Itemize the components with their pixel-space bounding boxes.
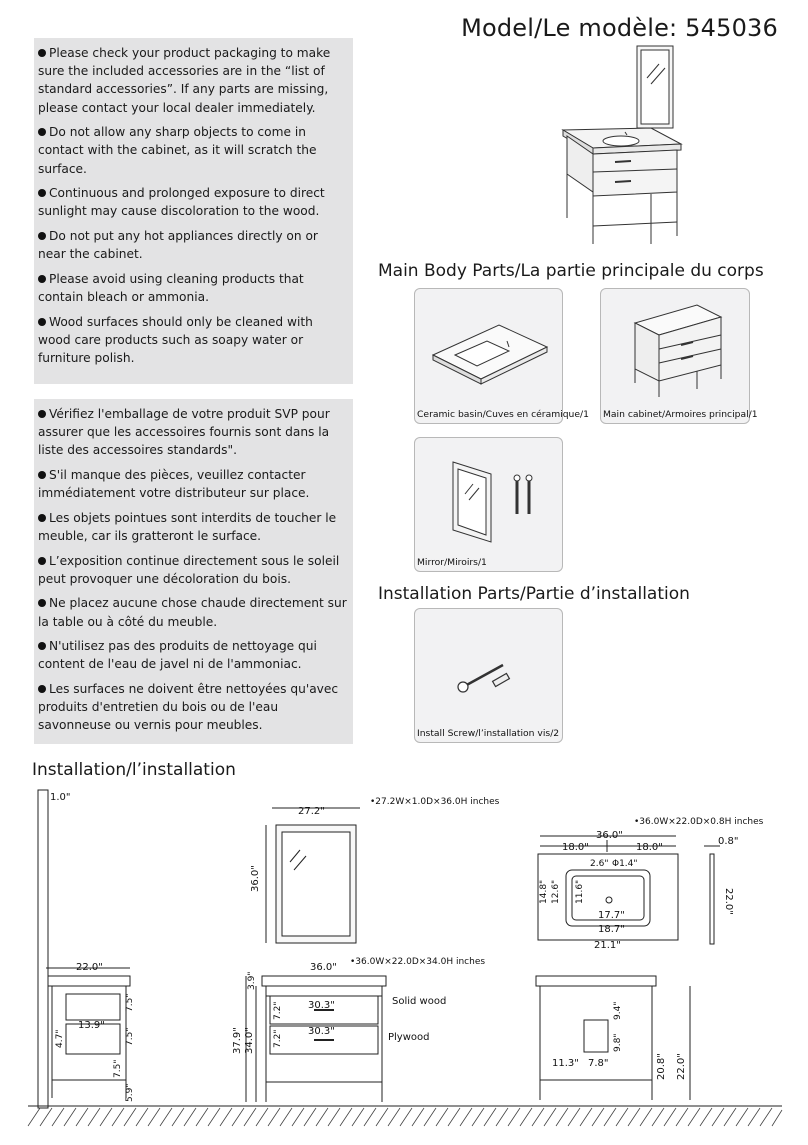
mirror-illustration	[415, 438, 564, 558]
dim-back-height1: 9.4"	[613, 1001, 623, 1020]
dim-side-base: 5.9"	[125, 1083, 135, 1102]
dim-top-basin-depth3: 11.6"	[575, 879, 585, 904]
notice-item: Ne placez aucune chose chaude directement sur la table ou à côté du meuble.	[38, 596, 347, 629]
dim-side-drawer-depth: 13.9"	[78, 1020, 105, 1031]
dim-cabinet-height: 34.0"	[244, 1027, 255, 1054]
dim-back-height4: 22.0"	[676, 1053, 687, 1080]
label-plywood: Plywood	[388, 1032, 430, 1043]
install-screw-illustration	[415, 609, 564, 729]
dim-top-spec: •36.0W×22.0D×0.8H inches	[634, 817, 764, 827]
dim-side-depth: 22.0"	[76, 962, 103, 973]
dim-mirror-spec: •27.2W×1.0D×36.0H inches	[370, 797, 500, 807]
notice-item: Vérifiez l'emballage de votre produit SVP pour assurer que les accessoires fournis sont dans la liste des accessoires standards".	[38, 407, 330, 458]
model-title: Model/Le modèle: 545036	[461, 14, 778, 42]
part-label: Main cabinet/Armoires principal/1	[603, 409, 758, 420]
installation-parts-heading: Installation Parts/Partie d’installation	[378, 584, 690, 604]
dim-top-basin-depth2: 12.6"	[551, 879, 561, 904]
notice-box-english	[34, 38, 353, 384]
dim-cabinet-drawer-width1: 30.3"	[308, 1000, 335, 1011]
installation-heading: Installation/l’installation	[32, 760, 236, 780]
notice-item: Please check your product packaging to make sure the included accessories are in the “list of standard accessories”. If any parts are missing, please contact your local dealer immediately.	[38, 46, 331, 115]
notice-item: Do not allow any sharp objects to come in contact with the cabinet, as it will scratch the surface.	[38, 125, 317, 176]
vanity-product-illustration	[555, 44, 690, 250]
dim-back-height3: 20.8"	[656, 1053, 667, 1080]
dim-top-basin-width2: 18.7"	[598, 924, 625, 935]
dim-top-hole-offset: 2.6"	[590, 859, 609, 869]
dimension-drawings	[0, 780, 808, 1145]
dim-top-half-left: 18.0"	[562, 842, 589, 853]
dim-cabinet-spec: •36.0W×22.0D×34.0H inches	[350, 957, 486, 967]
dim-top-thickness: 0.8"	[718, 836, 739, 847]
bullet-icon	[38, 318, 46, 326]
notice-item: Wood surfaces should only be cleaned with wood care products such as soapy water or furniture polish.	[38, 314, 313, 365]
main-cabinet-illustration	[601, 289, 751, 409]
bullet-icon	[38, 685, 46, 693]
screw-icon	[514, 475, 532, 514]
bullet-icon	[38, 410, 46, 418]
notice-box-french	[34, 399, 353, 744]
notice-item: L’exposition continue directement sous le soleil peut provoquer une décoloration du bois.	[38, 553, 340, 586]
bullet-icon	[38, 49, 46, 57]
notice-item: S'il manque des pièces, veuillez contacter immédiatement votre distributeur sur place.	[38, 468, 310, 501]
part-label: Mirror/Miroirs/1	[417, 557, 487, 568]
bullet-icon	[38, 189, 46, 197]
notice-item: Les surfaces ne doivent être nettoyées qu'avec produits d'entretien du bois ou de l'eau savonneuse ou vernis pour meubles.	[38, 681, 339, 733]
bullet-icon	[38, 642, 46, 650]
dim-back-height2: 9.8"	[613, 1033, 623, 1052]
dim-side-h4: 4.7"	[55, 1029, 65, 1048]
part-card-main-cabinet	[600, 288, 758, 424]
dim-cabinet-top-height: 3.9"	[247, 971, 257, 990]
dim-side-h2: 7.5"	[125, 1027, 135, 1046]
dim-top-depth: 22.0"	[723, 888, 734, 915]
dim-cabinet-total-height: 37.9"	[232, 1027, 243, 1054]
dim-mirror-width: 27.2"	[298, 806, 325, 817]
dim-cabinet-drawer1-height: 7.2"	[273, 1001, 283, 1020]
part-card-install-screw	[414, 608, 563, 743]
bullet-icon	[38, 514, 46, 522]
dim-cabinet-drawer2-height: 7.2"	[273, 1029, 283, 1048]
dim-mirror-height: 36.0"	[250, 865, 261, 892]
bullet-icon	[38, 557, 46, 565]
dim-top-hole-diameter: Φ1.4"	[612, 859, 638, 869]
dim-top-width: 36.0"	[596, 830, 623, 841]
dim-top-basin-width1: 17.7"	[598, 910, 625, 921]
part-label: Install Screw/l’installation vis/2	[417, 728, 560, 739]
dim-cabinet-width: 36.0"	[310, 962, 337, 973]
part-label: Ceramic basin/Cuves en céramique/1	[417, 409, 589, 420]
dim-side-top: 1.0"	[50, 792, 71, 803]
part-card-mirror	[414, 437, 563, 572]
bullet-icon	[38, 232, 46, 240]
label-solid-wood: Solid wood	[392, 996, 447, 1007]
dim-top-basin-depth: 14.8"	[539, 879, 549, 904]
notice-item: N'utilisez pas des produits de nettoyage qui content de l'eau de javel ni de l'ammoniac.	[38, 639, 317, 672]
ceramic-basin-illustration	[415, 289, 564, 409]
dim-side-h3: 7.5"	[113, 1059, 123, 1078]
part-card-ceramic-basin	[414, 288, 589, 424]
dim-top-basin-width3: 21.1"	[594, 940, 621, 951]
notice-item: Do not put any hot appliances directly on or near the cabinet.	[38, 229, 318, 262]
dim-cabinet-drawer-width2: 30.3"	[308, 1026, 335, 1037]
dim-back-width2: 7.8"	[588, 1058, 609, 1069]
main-body-parts-heading: Main Body Parts/La partie principale du corps	[378, 261, 764, 281]
bullet-icon	[38, 275, 46, 283]
dim-back-width1: 11.3"	[552, 1058, 579, 1069]
dim-side-h1: 7.5"	[125, 993, 135, 1012]
bullet-icon	[38, 128, 46, 136]
notice-item: Continuous and prolonged exposure to direct sunlight may cause discoloration to the wood.	[38, 186, 325, 219]
dim-top-half-right: 18.0"	[636, 842, 663, 853]
notice-item: Please avoid using cleaning products that contain bleach or ammonia.	[38, 271, 304, 304]
bullet-icon	[38, 599, 46, 607]
bullet-icon	[38, 471, 46, 479]
notice-item: Les objets pointues sont interdits de toucher le meuble, car ils gratteront le surface.	[38, 510, 337, 543]
